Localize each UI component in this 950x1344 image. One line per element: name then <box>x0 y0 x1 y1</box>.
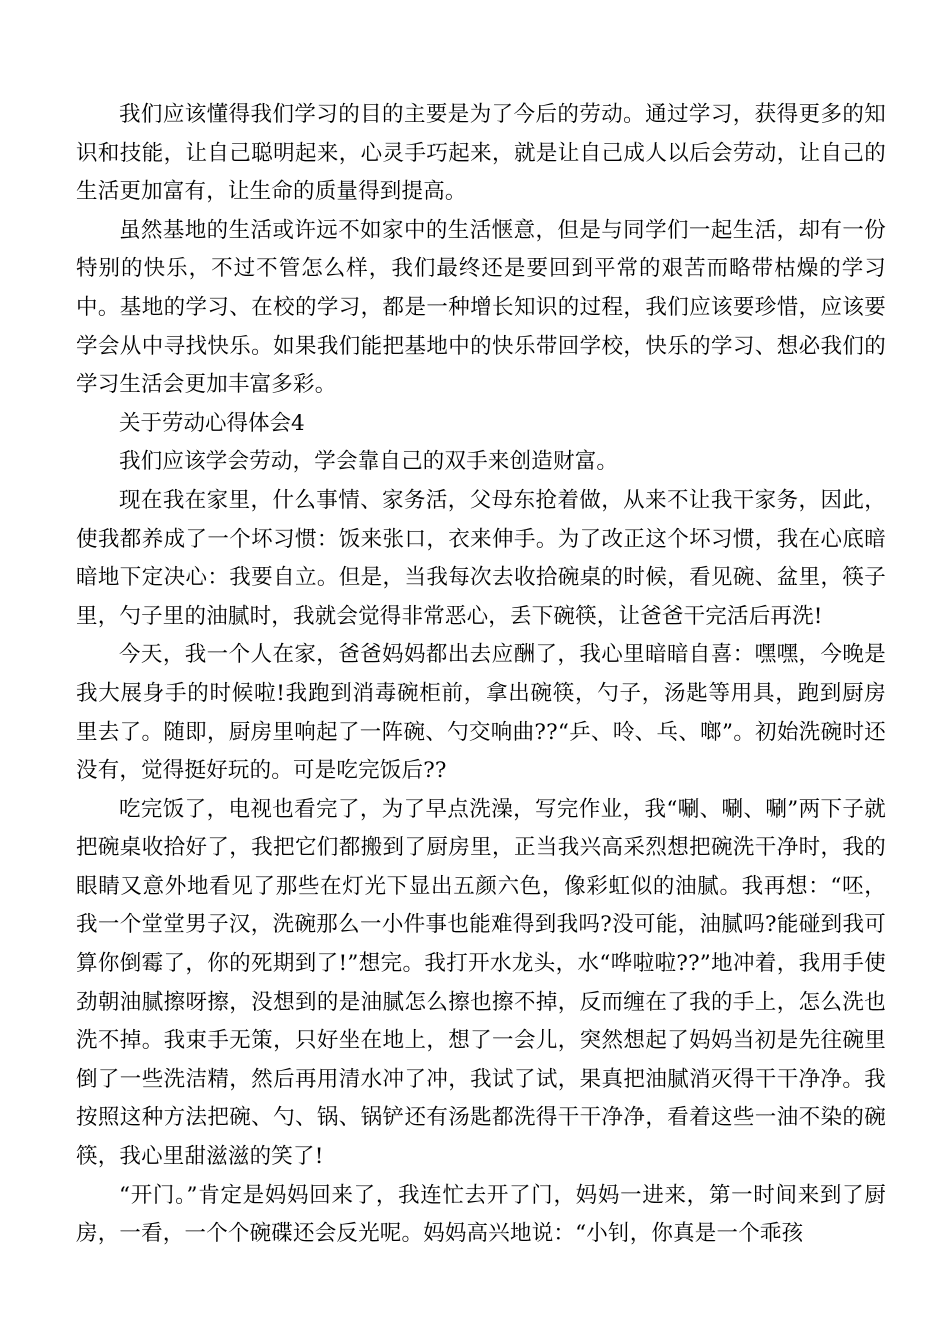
paragraph: 我们应该懂得我们学习的目的主要是为了今后的劳动。通过学习，获得更多的知识和技能，让自己聪明起来，心灵手巧起来，就是让自己成人以后会劳动，让自己的生活更加富有，让生命的质量得到提高。 <box>76 102 886 205</box>
paragraph: 现在我在家里，什么事情、家务活，父母东抢着做，从来不让我干家务，因此，使我都养成了一个坏习惯：饭来张口，衣来伸手。为了改正这个坏习惯，我在心底暗暗地下定决心：我要自立。但是，当我每次去收拾碗桌的时候，看见碗、盆里，筷子里，勺子里的油腻时，我就会觉得非常恶心，丢下碗筷，让爸爸干完活后再洗! <box>76 487 886 629</box>
paragraph: 今天，我一个人在家，爸爸妈妈都出去应酬了，我心里暗暗自喜：嘿嘿，今晚是我大展身手的时候啦!我跑到消毒碗柜前，拿出碗筷，勺子，汤匙等用具，跑到厨房里去了。随即，厨房里响起了一阵碗、勺交响曲??“乒、呤、乓、啷”。初始洗碗时还没有，觉得挺好玩的。可是吃完饭后?? <box>76 642 886 784</box>
paragraph: “开门。”肯定是妈妈回来了，我连忙去开了门，妈妈一进来，第一时间来到了厨房，一看，一个个碗碟还会反光呢。妈妈高兴地说：“小钊，你真是一个乖孩 <box>76 1182 886 1247</box>
document-page <box>76 96 886 1254</box>
paragraph: 我们应该学会劳动，学会靠自己的双手来创造财富。 <box>119 449 619 475</box>
section-heading: 关于劳动心得体会4 <box>119 410 305 436</box>
paragraph: 虽然基地的生活或许远不如家中的生活惬意，但是与同学们一起生活，却有一份特别的快乐，不过不管怎么样，我们最终还是要回到平常的艰苦而略带枯燥的学习中。基地的学习、在校的学习，都是一种增长知识的过程，我们应该要珍惜，应该要学会从中寻找快乐。如果我们能把基地中的快乐带回学校，快乐的学习、想必我们的学习生活会更加丰富多彩。 <box>76 217 886 398</box>
paragraph: 吃完饭了，电视也看完了，为了早点洗澡，写完作业，我“唰、唰、唰”两下子就把碗桌收拾好了，我把它们都搬到了厨房里，正当我兴高采烈想把碗洗干净时，我的眼睛又意外地看见了那些在灯光下显出五颜六色，像彩虹似的油腻。我再想：“呸，我一个堂堂男子汉，洗碗那么一小件事也能难得到我吗?没可能，油腻吗?能碰到我可算你倒霉了，你的死期到了!”想完。我打开水龙头，水“哗啦啦??”地冲着，我用手使劲朝油腻擦呀擦，没想到的是油腻怎么擦也擦不掉，反而缠在了我的手上，怎么洗也洗不掉。我束手无策，只好坐在地上，想了一会儿，突然想起了妈妈当初是先往碗里倒了一些洗洁精，然后再用清水冲了冲，我试了试，果真把油腻消灭得干干净净。我按照这种方法把碗、勺、锅、锅铲还有汤匙都洗得干干净净，看着这些一油不染的碗筷，我心里甜滋滋的笑了! <box>76 796 886 1170</box>
